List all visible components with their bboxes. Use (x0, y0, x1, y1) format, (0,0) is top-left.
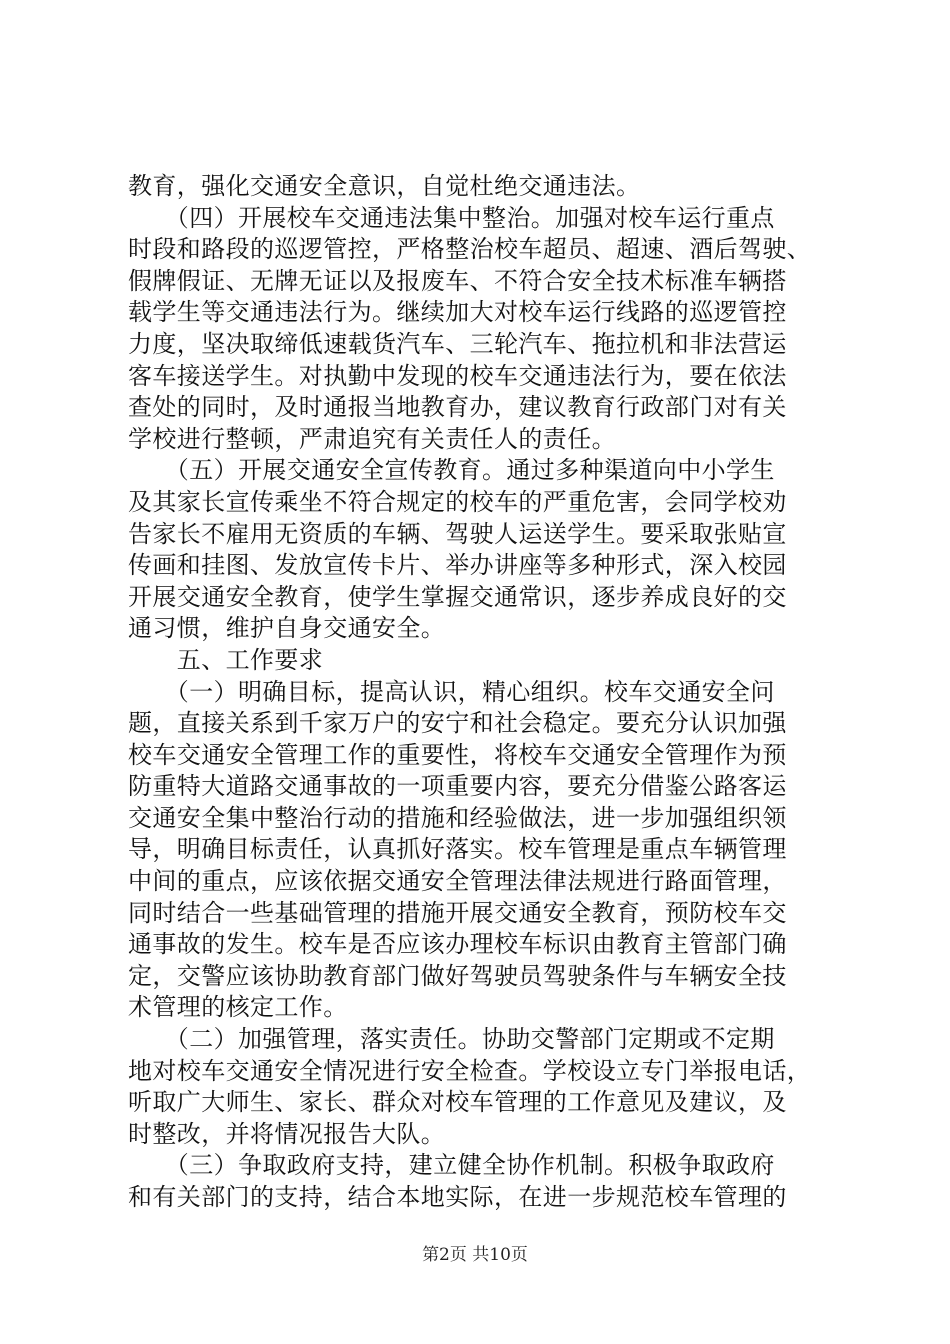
text-line: 查处的同时，及时通报当地教育办，建议教育行政部门对有关 (128, 393, 787, 422)
text-line: 开展交通安全教育，使学生掌握交通常识，逐步养成良好的交 (128, 582, 787, 611)
text-line: 术管理的核定工作。 (128, 993, 348, 1022)
text-line: 告家长不雇用无资质的车辆、驾驶人运送学生。要采取张贴宣 (128, 519, 787, 548)
text-line: 假牌假证、无牌无证以及报废车、不符合安全技术标准车辆搭 (128, 266, 787, 295)
text-line: （五）开展交通安全宣传教育。通过多种渠道向中小学生 (128, 456, 775, 485)
text-line: 教育，强化交通安全意识，自觉杜绝交通违法。 (128, 172, 641, 200)
text-line: 客车接送学生。对执勤中发现的校车交通违法行为，要在依法 (128, 361, 787, 390)
text-line: 防重特大道路交通事故的一项重要内容，要充分借鉴公路客运 (128, 772, 787, 801)
text-line: 学校进行整顿，严肃追究有关责任人的责任。 (128, 424, 616, 453)
text-line: 通事故的发生。校车是否应该办理校车标识由教育主管部门确 (128, 930, 787, 959)
text-line: 导，明确目标责任，认真抓好落实。校车管理是重点车辆管理 (128, 835, 787, 864)
text-line: （三）争取政府支持，建立健全协作机制。积极争取政府 (128, 1151, 775, 1180)
text-line: 定，交警应该协助教育部门做好驾驶员驾驶条件与车辆安全技 (128, 961, 787, 990)
text-line: 及其家长宣传乘坐不符合规定的校车的严重危害，会同学校劝 (128, 487, 787, 516)
text-line: 通习惯，维护自身交通安全。 (128, 614, 446, 643)
page-number-footer: 第2页 共10页 (422, 1245, 528, 1265)
text-line: 和有关部门的支持，结合本地实际，在进一步规范校车管理的 (128, 1183, 787, 1211)
text-line: （一）明确目标，提高认识，精心组织。校车交通安全问 (128, 677, 775, 706)
document-body (128, 171, 833, 1214)
text-line: 地对校车交通安全情况进行安全检查。学校设立专门举报电话， (128, 1056, 812, 1085)
text-line: 时段和路段的巡逻管控，严格整治校车超员、超速、酒后驾驶、 (128, 235, 812, 264)
text-line: 中间的重点，应该依据交通安全管理法律法规进行路面管理， (128, 867, 787, 896)
section-heading: 五、工作要求 (128, 645, 324, 674)
text-line: 载学生等交通违法行为。继续加大对校车运行线路的巡逻管控 (128, 298, 787, 327)
text-line: 传画和挂图、发放宣传卡片、举办讲座等多种形式，深入校园 (128, 551, 787, 580)
text-line: （四）开展校车交通违法集中整治。加强对校车运行重点 (128, 203, 775, 232)
text-line: 力度，坚决取缔低速载货汽车、三轮汽车、拖拉机和非法营运 (128, 329, 787, 358)
text-line: 时整改，并将情况报告大队。 (128, 1119, 446, 1148)
text-line: （二）加强管理，落实责任。协助交警部门定期或不定期 (128, 1025, 775, 1054)
text-line: 题，直接关系到千家万户的安宁和社会稳定。要充分认识加强 (128, 709, 787, 738)
text-line: 同时结合一些基础管理的措施开展交通安全教育，预防校车交 (128, 898, 787, 927)
text-line: 听取广大师生、家长、群众对校车管理的工作意见及建议，及 (128, 1088, 787, 1117)
text-line: 校车交通安全管理工作的重要性，将校车交通安全管理作为预 (128, 740, 787, 769)
text-line: 交通安全集中整治行动的措施和经验做法，进一步加强组织领 (128, 803, 787, 832)
